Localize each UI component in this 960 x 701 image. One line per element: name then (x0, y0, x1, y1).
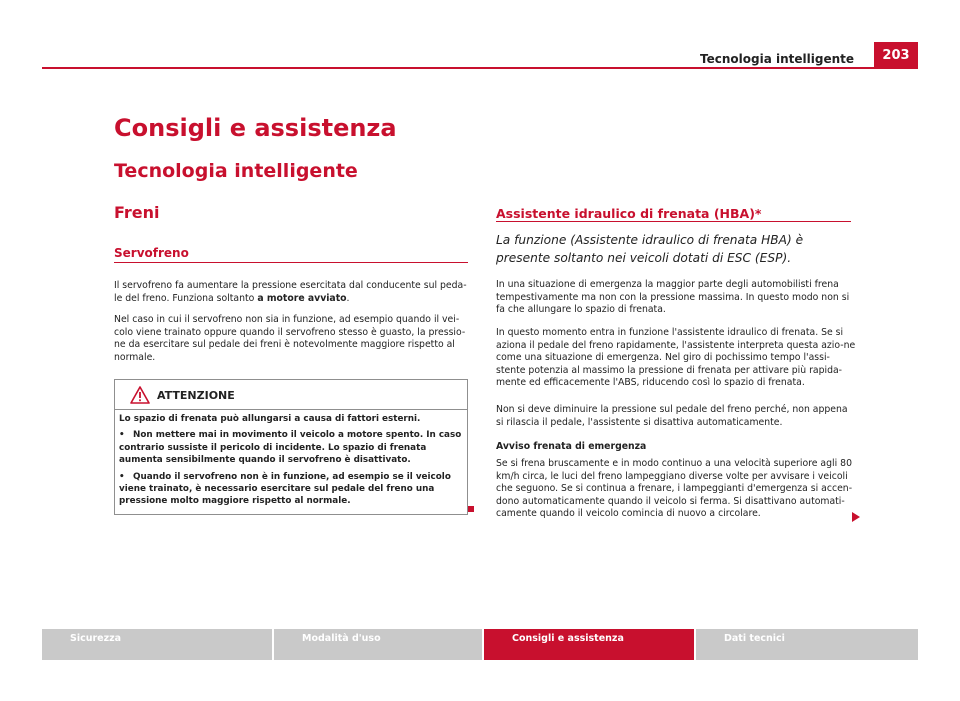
hba-paragraph-1-text: In una situazione di emergenza la maggior parte degli automobilisti frena tempestivamente ma non con la pressione massima. In questo modo non si fa che allungare lo spazio di frenata. (496, 279, 850, 316)
hba-heading: Assistente idraulico di frenata (HBA)* (496, 206, 762, 221)
warning-intro: Lo spazio di frenata può allungarsi a causa di fattori esterni. (119, 414, 421, 424)
hba-paragraph-4-text: Se si frena bruscamente e in modo continuo a una velocità superiore agli 80 km/h circa, le luci del freno lampeggiano diverse volte per avvisare i veicoli che seguono. Se si continua a frenare, i lampeggianti d'emergenza si accen-dono automaticamente quando il veicolo si ferma. Si disattivano automati-camente quando il veicolo comincia di nuovo a circolare. (496, 458, 853, 520)
hba-subheading: Avviso frenata di emergenza (496, 441, 647, 452)
hba-paragraph-4 (496, 458, 856, 521)
topic-title: Freni (114, 203, 160, 222)
warning-header (115, 380, 467, 410)
running-header-title: Tecnologia intelligente (700, 52, 854, 66)
hba-paragraph-1 (496, 279, 856, 317)
footer-tab-dati-tecnici[interactable] (696, 629, 918, 660)
warning-bullet-1 (119, 429, 465, 466)
servo-paragraph-1-end: . (346, 292, 350, 304)
chapter-title: Tecnologia intelligente (114, 160, 358, 182)
page-number: 203 (874, 42, 918, 69)
footer-nav (42, 629, 918, 660)
bullet-marker: • (119, 471, 125, 482)
hba-paragraph-2-text: In questo momento entra in funzione l'assistente idraulico di frenata. Se si aziona il pedale del freno rapidamente, l'assistente interpreta questa azio-ne come una situazione di emergenza. Nel giro di pochissimo tempo l'assi-stente potenzia al massimo la pressione di frenata per attivare più rapida-mente ed efficacemente l'ABS, riducendo così lo spazio di frenata. (496, 327, 856, 389)
footer-tab-label: Consigli e assistenza (512, 633, 624, 644)
subtopic-rule (114, 262, 468, 263)
servo-paragraph-2-text: Nel caso in cui il servofreno non sia in funzione, ad esempio quando il vei-colo viene trainato oppure quando il servofreno stesso è guasto, la pressio-ne da esercitare sul pedale dei freni è notevolmente maggiore rispetto al normale. (114, 314, 466, 363)
end-marker-icon (468, 506, 474, 512)
header-rule (42, 67, 918, 69)
footer-tab-label: Sicurezza (70, 633, 122, 644)
footer-tab-sicurezza[interactable] (42, 629, 272, 660)
servo-paragraph-1-emphasis: a motore avviato (257, 292, 347, 304)
servo-paragraph-1-text: Il servofreno fa aumentare la pressione esercitata dal conducente sul peda-le del freno. Funziona soltanto (114, 280, 467, 304)
warning-bullet-2 (119, 471, 465, 508)
footer-tab-label: Modalità d'uso (302, 633, 381, 644)
hba-paragraph-3-text: Non si deve diminuire la pressione sul pedale del freno perché, non appena si rilascia il pedale, l'assistente si disattiva automaticamente. (496, 404, 848, 428)
warning-body (119, 413, 465, 512)
warning-bullet-1-text: Non mettere mai in movimento il veicolo a motore spento. In caso contrario sussiste il pericolo di incidente. Lo spazio di frenata aumenta sensibilmente quando il servofreno è disattivato. (119, 430, 462, 466)
servo-paragraph-1 (114, 280, 468, 305)
section-title: Consigli e assistenza (114, 114, 397, 142)
next-page-arrow-icon (852, 512, 860, 522)
warning-box (114, 379, 468, 515)
hba-paragraph-3 (496, 404, 856, 429)
footer-tab-consigli-assistenza[interactable] (484, 629, 694, 660)
bullet-marker: • (119, 430, 125, 441)
footer-tab-label: Dati tecnici (724, 633, 785, 644)
hba-intro: La funzione (Assistente idraulico di frenata HBA) è presente soltanto nei veicoli dotati di ESC (ESP). (496, 233, 804, 265)
subtopic-title: Servofreno (114, 246, 189, 260)
servo-paragraph-2 (114, 314, 468, 364)
warning-triangle-icon (130, 386, 150, 404)
warning-bullet-2-text: Quando il servofreno non è in funzione, ad esempio se il veicolo viene trainato, è necessario esercitare sul pedale del freno una pressione molto maggiore rispetto al normale. (119, 471, 451, 507)
footer-tab-modalita-uso[interactable] (274, 629, 482, 660)
hba-heading-rule (496, 221, 851, 222)
warning-title: ATTENZIONE (157, 389, 235, 402)
hba-paragraph-2 (496, 327, 856, 390)
